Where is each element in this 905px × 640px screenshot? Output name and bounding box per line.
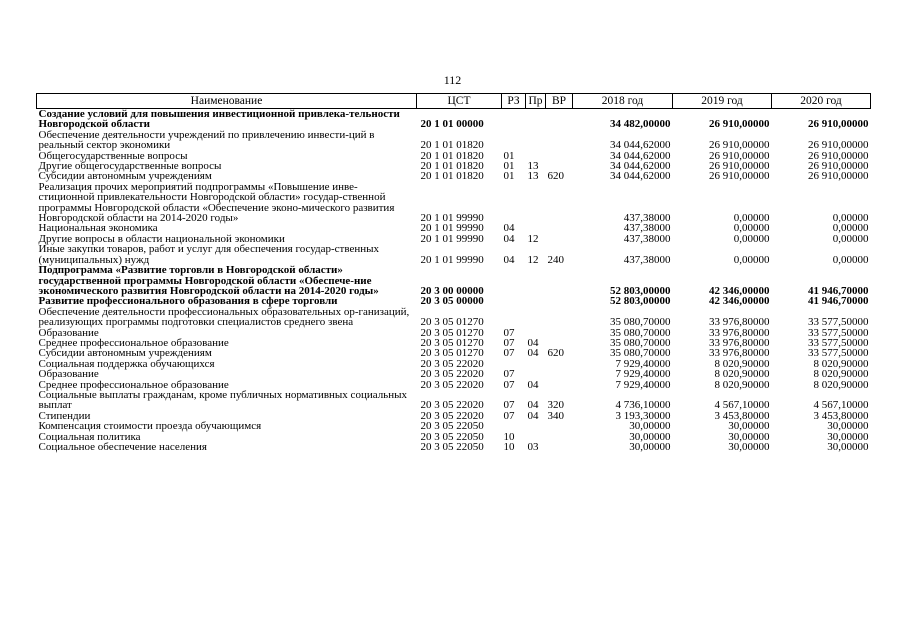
cell-y2020: 41 946,70000 [808, 284, 869, 297]
page-number: 112 [443, 73, 462, 87]
cell-pr [526, 359, 546, 369]
cell-rz [502, 307, 526, 328]
cell-csr: 20 3 05 01270 [420, 347, 484, 360]
cell-pr: 13 [527, 170, 539, 183]
cell-vr [546, 421, 573, 431]
cell-name: Стипендии [38, 409, 91, 422]
col-header-pr: Пр [526, 94, 546, 109]
cell-vr [546, 151, 573, 161]
cell-csr: 20 3 05 22020 [420, 368, 484, 381]
col-header-name: Наименование [37, 94, 417, 109]
cell-name: Социальное обеспечение населения [38, 441, 207, 453]
cell-pr: 13 [527, 160, 539, 173]
cell-y2019: 3 453,80000 [714, 409, 770, 422]
cell-name: Развитие профессионального образования в сфере торговли [38, 295, 338, 308]
cell-csr: 20 1 01 99990 [420, 232, 484, 245]
cell-name: Субсидии автономным учреждениям [38, 347, 212, 360]
cell-y2019: 26 910,00000 [709, 160, 770, 173]
col-header-2019: 2019 год [673, 94, 772, 109]
cell-vr [546, 432, 573, 442]
cell-y2018: 35 080,70000 [610, 347, 671, 360]
cell-y2019: 26 910,00000 [709, 170, 770, 183]
cell-csr: 20 3 05 22050 [420, 420, 484, 433]
cell-y2019: 33 976,80000 [709, 347, 770, 360]
col-header-rz: РЗ [502, 94, 526, 109]
cell-y2019: 8 020,90000 [714, 357, 770, 370]
cell-rz: 04 [503, 253, 515, 266]
cell-rz: 07 [503, 336, 515, 349]
cell-csr: 20 3 05 22050 [420, 441, 484, 453]
cell-name: Социальная поддержка обучающихся [38, 357, 215, 370]
col-header-2018: 2018 год [573, 94, 673, 109]
cell-y2019: 33 976,80000 [709, 336, 770, 349]
cell-name: Компенсация стоимости проезда обучающимся [38, 420, 262, 433]
cell-rz [502, 265, 526, 296]
table-row [37, 442, 871, 452]
cell-y2018: 35 080,70000 [610, 316, 671, 329]
cell-y2019: 33 976,80000 [709, 316, 770, 329]
cell-y2020: 30,00000 [827, 441, 869, 453]
cell-rz: 07 [503, 347, 515, 360]
cell-y2019: 4 567,10000 [714, 399, 770, 412]
cell-vr: 340 [547, 409, 564, 422]
cell-y2018: 35 080,70000 [610, 336, 671, 349]
cell-vr: 320 [547, 399, 564, 412]
cell-y2018: 437,38000 [623, 232, 671, 245]
cell-vr [546, 328, 573, 338]
cell-name: Национальная экономика [38, 222, 158, 235]
cell-y2020: 30,00000 [827, 420, 869, 433]
cell-name: Среднее профессиональное образование [38, 336, 229, 349]
cell-y2020: 8 020,90000 [813, 368, 869, 381]
cell-rz: 07 [503, 409, 515, 422]
table-row [37, 369, 871, 379]
table-row [37, 109, 871, 130]
cell-csr: 20 1 01 01820 [420, 170, 484, 183]
cell-pr [526, 421, 546, 431]
cell-csr: 20 3 05 22020 [420, 399, 484, 412]
cell-name: Образование [38, 326, 99, 339]
cell-vr [546, 369, 573, 379]
cell-y2020: 33 577,50000 [808, 326, 869, 339]
cell-name: Социальные выплаты гражданам, кроме публичных нормативных социальных выплат [38, 388, 407, 412]
table-row [37, 182, 871, 224]
cell-y2020: 0,00000 [832, 212, 869, 225]
cell-csr: 20 3 05 22020 [420, 409, 484, 422]
cell-y2019: 26 910,00000 [709, 149, 770, 162]
cell-y2018: 34 044,62000 [610, 170, 671, 183]
cell-pr [526, 182, 546, 224]
cell-rz [502, 182, 526, 224]
col-header-vr: ВР [546, 94, 573, 109]
cell-pr: 12 [527, 232, 539, 245]
cell-y2020: 33 577,50000 [808, 336, 869, 349]
cell-y2018: 437,38000 [623, 253, 671, 266]
cell-y2020: 26 910,00000 [808, 170, 869, 183]
cell-pr: 04 [527, 409, 539, 422]
cell-rz: 01 [503, 170, 515, 183]
cell-vr [546, 130, 573, 151]
cell-y2019: 8 020,90000 [714, 378, 770, 391]
cell-y2018: 7 929,40000 [615, 368, 671, 381]
cell-y2018: 34 482,00000 [610, 118, 671, 131]
cell-y2018: 34 044,62000 [610, 139, 671, 152]
cell-vr [546, 265, 573, 296]
cell-name: Иные закупки товаров, работ и услуг для обеспечения государ-ственных (муниципальных) нужд [38, 243, 380, 266]
cell-vr [546, 307, 573, 328]
cell-y2019: 0,00000 [733, 222, 770, 235]
cell-rz [502, 296, 526, 306]
cell-y2020: 8 020,90000 [813, 378, 869, 391]
cell-name: Реализация прочих мероприятий подпрограммы «Повышение инве-стиционной привлекательности Новгородской области» государ-ственной программы Новгородской области «Обеспечение эконо-мического развития Новгородской области на 2014-2020 годы» [38, 180, 395, 225]
cell-csr: 20 3 05 22020 [420, 378, 484, 391]
cell-csr: 20 3 05 00000 [420, 295, 484, 308]
cell-rz: 10 [503, 430, 515, 443]
cell-vr [546, 223, 573, 233]
cell-y2020: 4 567,10000 [813, 399, 869, 412]
cell-y2019: 42 346,00000 [709, 284, 770, 297]
cell-csr: 20 3 00 00000 [420, 284, 484, 297]
cell-y2018: 30,00000 [629, 420, 671, 433]
cell-csr: 20 3 05 01270 [420, 336, 484, 349]
cell-vr [546, 442, 573, 452]
cell-y2018: 34 044,62000 [610, 160, 671, 173]
cell-pr: 12 [527, 253, 539, 266]
cell-csr: 20 1 01 01820 [420, 149, 484, 162]
cell-y2020: 33 577,50000 [808, 316, 869, 329]
cell-y2019: 0,00000 [733, 212, 770, 225]
cell-rz: 01 [503, 149, 515, 162]
col-header-2020: 2020 год [772, 94, 871, 109]
cell-y2020: 26 910,00000 [808, 160, 869, 173]
table-row [37, 307, 871, 328]
cell-vr: 620 [547, 170, 564, 183]
cell-y2019: 42 346,00000 [709, 295, 770, 308]
cell-y2019: 30,00000 [728, 441, 770, 453]
cell-name: Социальная политика [38, 430, 141, 443]
cell-rz [502, 130, 526, 151]
cell-y2020: 8 020,90000 [813, 357, 869, 370]
cell-y2018: 7 929,40000 [615, 357, 671, 370]
cell-name: Обеспечение деятельности профессиональных образовательных ор-ганизаций, реализующих программы подготовки специалистов среднего звена [38, 305, 410, 329]
cell-y2018: 34 044,62000 [610, 149, 671, 162]
cell-name: Другие общегосударственные вопросы [38, 160, 222, 173]
cell-pr: 04 [527, 347, 539, 360]
cell-y2018: 30,00000 [629, 430, 671, 443]
cell-rz: 07 [503, 368, 515, 381]
cell-y2019: 30,00000 [728, 430, 770, 443]
cell-pr: 04 [527, 378, 539, 391]
cell-name: Общегосударственные вопросы [38, 149, 188, 162]
cell-y2018: 437,38000 [623, 212, 671, 225]
cell-rz: 04 [503, 222, 515, 235]
cell-pr [526, 130, 546, 151]
table-row [37, 265, 871, 296]
cell-rz: 10 [503, 441, 515, 453]
cell-pr [526, 369, 546, 379]
cell-y2019: 30,00000 [728, 420, 770, 433]
cell-y2019: 0,00000 [733, 232, 770, 245]
cell-rz: 07 [503, 326, 515, 339]
cell-name: Подпрограмма «Развитие торговли в Новгородской области» государственной программы Новгородской области «Обеспече-ние экономического развития Новгородской области на 2014-2020 годы» [38, 264, 379, 297]
cell-y2020: 0,00000 [832, 222, 869, 235]
cell-csr: 20 1 01 01820 [420, 139, 484, 152]
cell-rz: 04 [503, 232, 515, 245]
cell-y2019: 0,00000 [733, 253, 770, 266]
cell-y2020: 3 453,80000 [813, 409, 869, 422]
cell-vr [546, 109, 573, 130]
cell-pr [526, 296, 546, 306]
cell-y2018: 35 080,70000 [610, 326, 671, 339]
cell-rz: 01 [503, 160, 515, 173]
cell-vr [546, 380, 573, 390]
cell-y2020: 30,00000 [827, 430, 869, 443]
cell-y2018: 3 193,30000 [615, 409, 671, 422]
table-row [37, 130, 871, 151]
cell-y2019: 26 910,00000 [709, 139, 770, 152]
cell-y2020: 41 946,70000 [808, 295, 869, 308]
cell-name: Создание условий для повышения инвестиционной привлека-тельности Новгородской области [38, 108, 400, 131]
table-row [37, 390, 871, 411]
cell-rz [502, 109, 526, 130]
cell-y2018: 7 929,40000 [615, 378, 671, 391]
cell-pr: 03 [527, 441, 539, 453]
cell-pr [526, 307, 546, 328]
table-header-row [37, 94, 871, 109]
cell-rz: 07 [503, 378, 515, 391]
cell-y2018: 4 736,10000 [615, 399, 671, 412]
budget-table [36, 93, 871, 452]
cell-csr: 20 1 01 99990 [420, 253, 484, 266]
cell-vr: 620 [547, 347, 564, 360]
cell-y2020: 26 910,00000 [808, 118, 869, 131]
table-row [37, 244, 871, 265]
cell-vr [546, 234, 573, 244]
cell-pr: 04 [527, 399, 539, 412]
cell-y2018: 52 803,00000 [610, 284, 671, 297]
col-header-csr: ЦСТ [417, 94, 502, 109]
cell-y2019: 33 976,80000 [709, 326, 770, 339]
cell-y2018: 30,00000 [629, 441, 671, 453]
cell-pr: 04 [527, 336, 539, 349]
cell-pr [526, 109, 546, 130]
cell-rz: 07 [503, 399, 515, 412]
cell-name: Обеспечение деятельности учреждений по привлечению инвести-ций в реальный сектор экономики [38, 128, 375, 152]
cell-y2018: 52 803,00000 [610, 295, 671, 308]
cell-y2020: 0,00000 [832, 232, 869, 245]
cell-y2020: 26 910,00000 [808, 149, 869, 162]
cell-y2018: 437,38000 [623, 222, 671, 235]
cell-name: Среднее профессиональное образование [38, 378, 229, 391]
table-body [37, 109, 871, 453]
cell-csr: 20 1 01 00000 [420, 118, 484, 131]
cell-vr: 240 [547, 253, 564, 266]
cell-vr [546, 182, 573, 224]
cell-csr: 20 3 05 22020 [420, 357, 484, 370]
cell-csr: 20 3 05 01270 [420, 316, 484, 329]
cell-name: Субсидии автономным учреждениям [38, 170, 212, 183]
cell-y2020: 0,00000 [832, 253, 869, 266]
cell-y2019: 26 910,00000 [709, 118, 770, 131]
cell-csr: 20 1 01 99990 [420, 212, 484, 225]
cell-csr: 20 1 01 99990 [420, 222, 484, 235]
cell-name: Образование [38, 368, 99, 381]
cell-csr: 20 3 05 01270 [420, 326, 484, 339]
cell-y2020: 33 577,50000 [808, 347, 869, 360]
cell-y2020: 26 910,00000 [808, 139, 869, 152]
cell-y2019: 8 020,90000 [714, 368, 770, 381]
cell-name: Другие вопросы в области национальной экономики [38, 232, 285, 245]
cell-pr [526, 265, 546, 296]
cell-csr: 20 1 01 01820 [420, 160, 484, 173]
cell-csr: 20 3 05 22050 [420, 430, 484, 443]
cell-vr [546, 359, 573, 369]
cell-vr [546, 296, 573, 306]
